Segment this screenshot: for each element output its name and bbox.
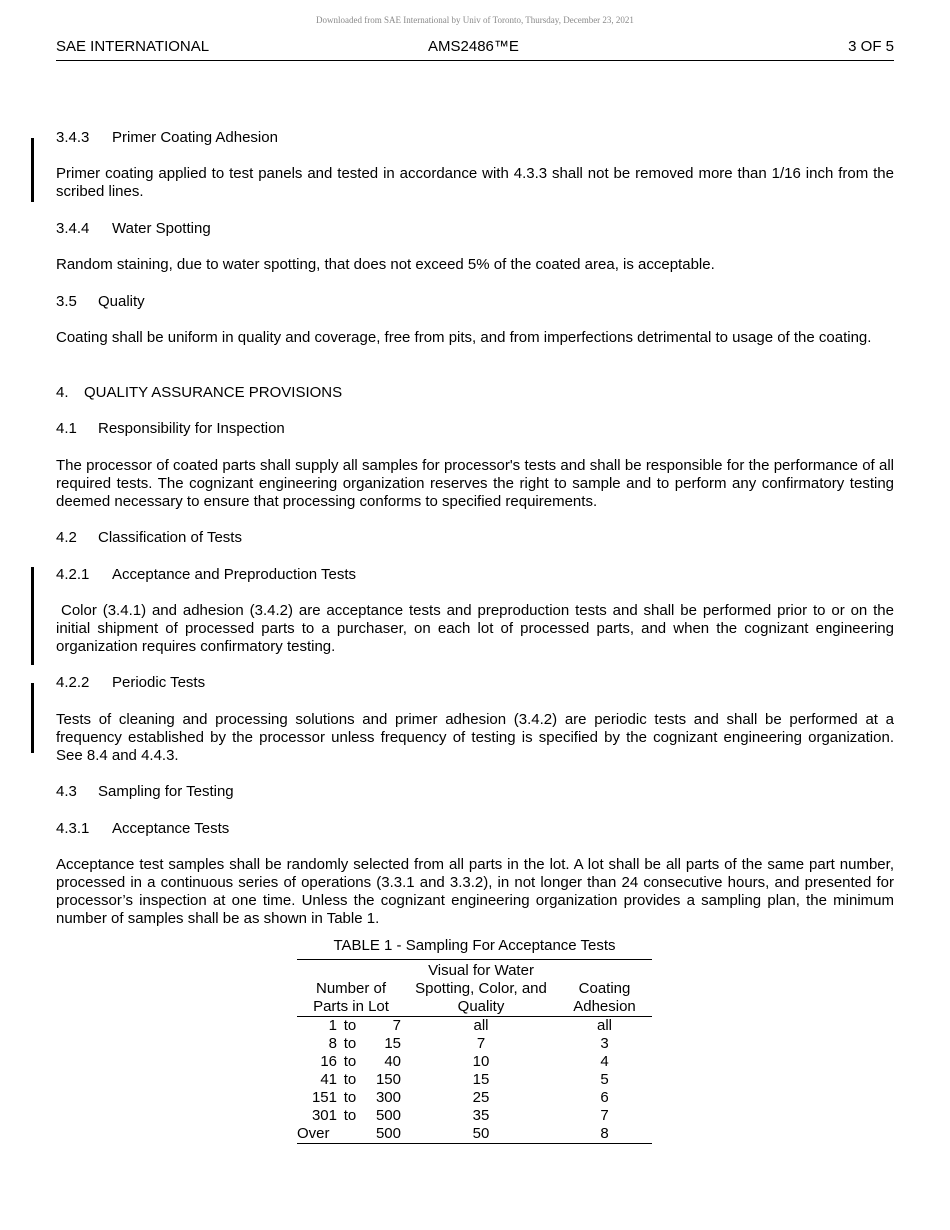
revision-bar [31, 567, 34, 665]
visual-sample-cell: 15 [472, 1071, 490, 1088]
page-header [56, 38, 894, 61]
lot-from: 151 [311, 1089, 337, 1106]
lot-to: 500 [375, 1107, 401, 1124]
column-header-adhesion: Coating Adhesion [573, 980, 636, 1015]
lot-from: 301 [311, 1107, 337, 1124]
adhesion-sample-cell: 3 [600, 1035, 609, 1052]
visual-sample-cell: 25 [472, 1089, 490, 1106]
section-body-3-4-3: Primer coating applied to test panels and tested in accordance with 4.3.3 shall not be removed more than 1/16 inch from the scribed lines. [56, 165, 894, 200]
lot-from: Over [297, 1125, 330, 1142]
section-heading-4-1: 4.1 Responsibility for Inspection [56, 420, 285, 437]
section-heading-4-3-1: 4.3.1 Acceptance Tests [56, 820, 230, 837]
lot-to: 500 [375, 1125, 401, 1142]
document-number: AMS2486™E [428, 38, 519, 55]
table-header-row [297, 960, 652, 1017]
section-heading-3-5: 3.5 Quality [56, 293, 145, 310]
page-number: 3 OF 5 [848, 38, 894, 55]
download-watermark: Downloaded from SAE International by Univ of Toronto, Thursday, December 23, 2021 [316, 15, 634, 25]
section-heading-3-4-4: 3.4.4 Water Spotting [56, 220, 211, 237]
adhesion-sample-cell: 8 [600, 1125, 609, 1142]
column-header-lot: Number of Parts in Lot [313, 980, 389, 1015]
lot-sep: to [343, 1089, 357, 1106]
lot-sep: to [343, 1017, 357, 1034]
table-row [297, 1125, 652, 1144]
lot-range-cell [297, 1071, 405, 1089]
section-heading-4-2-2: 4.2.2 Periodic Tests [56, 674, 206, 691]
table-row [297, 1035, 652, 1053]
lot-to: 150 [375, 1071, 401, 1088]
adhesion-sample-cell: 5 [600, 1071, 609, 1088]
table-row [297, 1017, 652, 1036]
visual-sample-cell: 7 [476, 1035, 486, 1052]
section-heading-4-3: 4.3 Sampling for Testing [56, 783, 234, 800]
visual-sample-cell: 35 [472, 1107, 490, 1124]
section-body-4-2-2: Tests of cleaning and processing solutions and primer adhesion (3.4.2) are periodic tests and shall be performed at a frequency established by the processor unless frequency of testing is specified by the cognizant engineering organization. See 8.4 and 4.4.3. [56, 711, 894, 764]
adhesion-sample-cell: 7 [600, 1107, 609, 1124]
visual-sample-cell: all [473, 1017, 489, 1034]
lot-sep [337, 1125, 363, 1143]
column-header-visual: Visual for Water Spotting, Color, and Quality [415, 962, 547, 1015]
visual-sample-cell: 50 [472, 1125, 490, 1142]
table-row [297, 1071, 652, 1089]
lot-sep: to [343, 1053, 357, 1070]
lot-range-cell [297, 1089, 405, 1107]
lot-range-cell [297, 1017, 405, 1036]
lot-sep: to [343, 1107, 357, 1124]
table-row [297, 1053, 652, 1071]
lot-range-cell [297, 1035, 405, 1053]
section-body-4-1: The processor of coated parts shall supply all samples for processor's tests and shall be responsible for the performance of all required tests. The cognizant engineering organization reserves the right to sample and to perform any confirmatory testing deemed necessary to ensure that processing conforms to specified requirements. [56, 457, 894, 510]
revision-bar [31, 683, 34, 753]
lot-to: 15 [384, 1035, 401, 1052]
section-heading-3-4-3: 3.4.3 Primer Coating Adhesion [56, 129, 278, 146]
lot-range-cell [297, 1107, 405, 1125]
lot-to: 7 [392, 1017, 401, 1034]
lot-from: 8 [328, 1035, 337, 1052]
sampling-table [297, 959, 652, 1144]
adhesion-sample-cell: all [596, 1017, 612, 1034]
section-heading-4-2: 4.2 Classification of Tests [56, 529, 242, 546]
section-body-4-3-1: Acceptance test samples shall be randomly selected from all parts in the lot. A lot shall be all parts of the same part number, processed in a continuous series of operations (3.3.1 and 3.3.2), in not longer than 24 consecutive hours, and presented for processor’s inspection at one time. Unless the cognizant engineering organization provides a sampling plan, the minimum number of samples shall be as shown in Table 1. [56, 856, 894, 927]
adhesion-sample-cell: 6 [600, 1089, 609, 1106]
lot-to: 300 [375, 1089, 401, 1106]
section-heading-4-2-1: 4.2.1 Acceptance and Preproduction Tests [56, 566, 357, 583]
revision-bar [31, 138, 34, 202]
table-caption: TABLE 1 - Sampling For Acceptance Tests [333, 937, 616, 954]
lot-from: 41 [320, 1071, 337, 1088]
adhesion-sample-cell: 4 [600, 1053, 609, 1070]
section-body-3-5: Coating shall be uniform in quality and coverage, free from pits, and from imperfections detrimental to usage of the coating. [56, 329, 872, 346]
lot-range-cell [297, 1053, 405, 1071]
lot-sep: to [343, 1035, 357, 1052]
section-heading-4: 4. QUALITY ASSURANCE PROVISIONS [56, 384, 343, 401]
section-body-4-2-1: Color (3.4.1) and adhesion (3.4.2) are acceptance tests and preproduction tests and shall be performed prior to or on the initial shipment of processed parts to a purchaser, on each lot of processed parts, and when the cognizant engineering organization requires confirmatory testing. [56, 602, 894, 655]
section-body-3-4-4: Random staining, due to water spotting, that does not exceed 5% of the coated area, is acceptable. [56, 256, 715, 273]
lot-from: 16 [320, 1053, 337, 1070]
table-row [297, 1089, 652, 1107]
lot-range-cell [297, 1125, 405, 1144]
publisher-name: SAE INTERNATIONAL [56, 38, 210, 55]
visual-sample-cell: 10 [472, 1053, 490, 1070]
lot-to: 40 [384, 1053, 401, 1070]
lot-sep: to [343, 1071, 357, 1088]
lot-from: 1 [328, 1017, 337, 1034]
table-row [297, 1107, 652, 1125]
